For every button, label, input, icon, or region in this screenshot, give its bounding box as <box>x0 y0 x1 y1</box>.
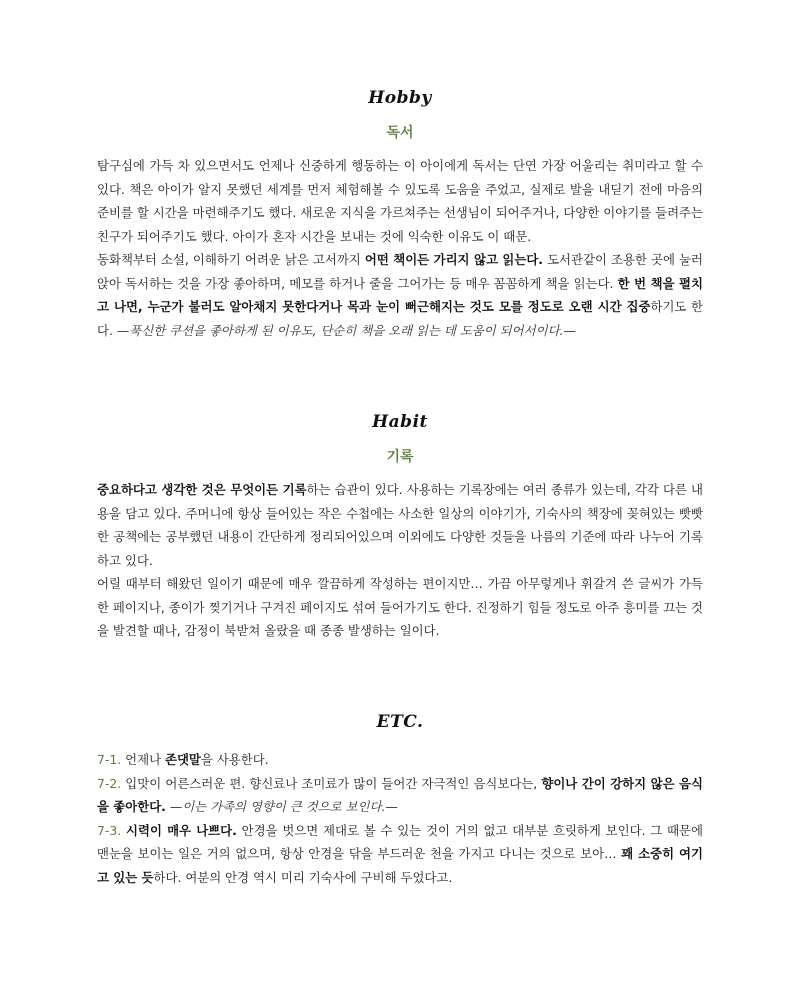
hobby-p2-bold-a: 어떤 책이든 가리지 않고 읽는다. <box>364 252 543 267</box>
habit-section <box>97 412 703 643</box>
etc-item-1-text-c: 을 사용한다. <box>200 752 269 767</box>
hobby-p2-text-e: 하기도 한다. <box>97 299 703 338</box>
etc-item-3-text-c: 안경을 벗으면 제대로 볼 수 있는 것이 거의 없고 대부분 흐릿하게 보인다. 그 때문에 맨눈을 보이는 일은 거의 없으며, 항상 안경을 닦을 부드러운 천을 가지고 다니는 것으로 보아… <box>97 822 703 861</box>
habit-subtitle: 기록 <box>386 449 414 465</box>
etc-item-1 <box>97 748 703 772</box>
hobby-paragraph-2 <box>97 248 703 342</box>
etc-item-2-italic-note: —이는 가족의 영향이 큰 것으로 보인다.— <box>169 799 398 814</box>
hobby-p2-bold-d: 한 번 책을 펼치고 나면, 누군가 불러도 알아채지 못한다거나 목과 눈이 뻐근해지는 것도 모를 정도로 오랜 시간 집중 <box>97 275 703 314</box>
etc-item-3-bold-d: 꽤 소중히 여기고 있는 듯 <box>97 846 703 885</box>
hobby-p2-text-c: 도서관같이 조용한 곳에 눌러앉아 독서하는 것을 가장 좋아하며, 메모를 하거나 줄을 그어가는 등 매우 꼼꼼하게 책을 읽는다. <box>97 252 703 291</box>
hobby-title: Hobby <box>368 88 432 108</box>
etc-item-2-number: 7-2. <box>97 775 122 791</box>
hobby-p2-italic-note: —푹신한 쿠션을 좋아하게 된 이유도, 단순히 책을 오래 읽는 데 도움이 되어서이다.— <box>116 322 576 338</box>
habit-paragraph-1 <box>97 478 703 572</box>
habit-title: Habit <box>372 412 428 432</box>
etc-item-3-text-e: 하다. 여분의 안경 역시 미리 기숙사에 구비해 두었다고. <box>153 869 453 885</box>
etc-title: ETC. <box>376 712 424 732</box>
etc-item-2 <box>97 772 703 819</box>
etc-item-3-number: 7-3. <box>97 822 122 838</box>
etc-item-1-number: 7-1. <box>97 752 122 767</box>
hobby-p2-text-a: 동화책부터 소설, 이해하기 어려운 낡은 고서까지 <box>97 252 365 267</box>
habit-p1-bold: 중요하다고 생각한 것은 무엇이든 기록 <box>97 482 307 497</box>
habit-p1-text: 하는 습관이 있다. 사용하는 기록장에는 여러 종류가 있는데, 각각 다른 내용을 담고 있다. 주머니에 항상 들어있는 작은 수첩에는 사소한 일상의 이야기가, 기숙사의 책장에 꽂혀있는 빳빳한 공책에는 공부했던 내용이 간단하게 정리되어있으며 이외에도 다양한 것들을 나름의 기준에 따라 나누어 기록하고 있다. <box>97 482 704 568</box>
etc-item-3-bold-b: 시력이 매우 나쁘다. <box>126 822 237 838</box>
etc-item-3 <box>97 819 703 890</box>
etc-item-1-bold: 존댓말 <box>164 752 201 767</box>
hobby-subtitle: 독서 <box>386 125 414 141</box>
etc-item-2-text-a: 입맛이 어른스러운 편. 향신료나 조미료가 많이 들어간 자극적인 음식보다는, <box>121 775 542 791</box>
etc-item-1-text-a: 언제나 <box>121 752 165 767</box>
etc-section <box>97 712 703 889</box>
etc-item-2-bold: 향이나 간이 강하지 않은 음식을 좋아한다. <box>97 775 703 814</box>
hobby-paragraph-1: 탐구심에 가득 차 있으면서도 언제나 신중하게 행동하는 이 아이에게 독서는 단연 가장 어울리는 취미라고 할 수 있다. 책은 아이가 알지 못했던 세계를 먼저 체험해볼 수 있도록 도움을 주었고, 실제로 발을 내딛기 전에 마음의 준비를 할 시간을 마련해주기도 했다. 새로운 지식을 가르쳐주는 선생님이 되어주거나, 다양한 이야기를 들려주는 친구가 되어주기도 했다. 아이가 혼자 시간을 보내는 것에 익숙한 이유도 이 때문. <box>97 158 703 244</box>
habit-paragraph-2: 어릴 때부터 해왔던 일이기 때문에 매우 깔끔하게 작성하는 편이지만… 가끔 아무렇게나 휘갈겨 쓴 글씨가 가득한 페이지나, 종이가 찢기거나 구겨진 페이지도 섞여 들어가기도 한다. 진정하기 힘들 정도로 아주 흥미를 끄는 것을 발견할 때나, 감정이 북받쳐 올랐을 때 종종 발생하는 일이다. <box>97 576 703 638</box>
hobby-section <box>97 88 703 342</box>
